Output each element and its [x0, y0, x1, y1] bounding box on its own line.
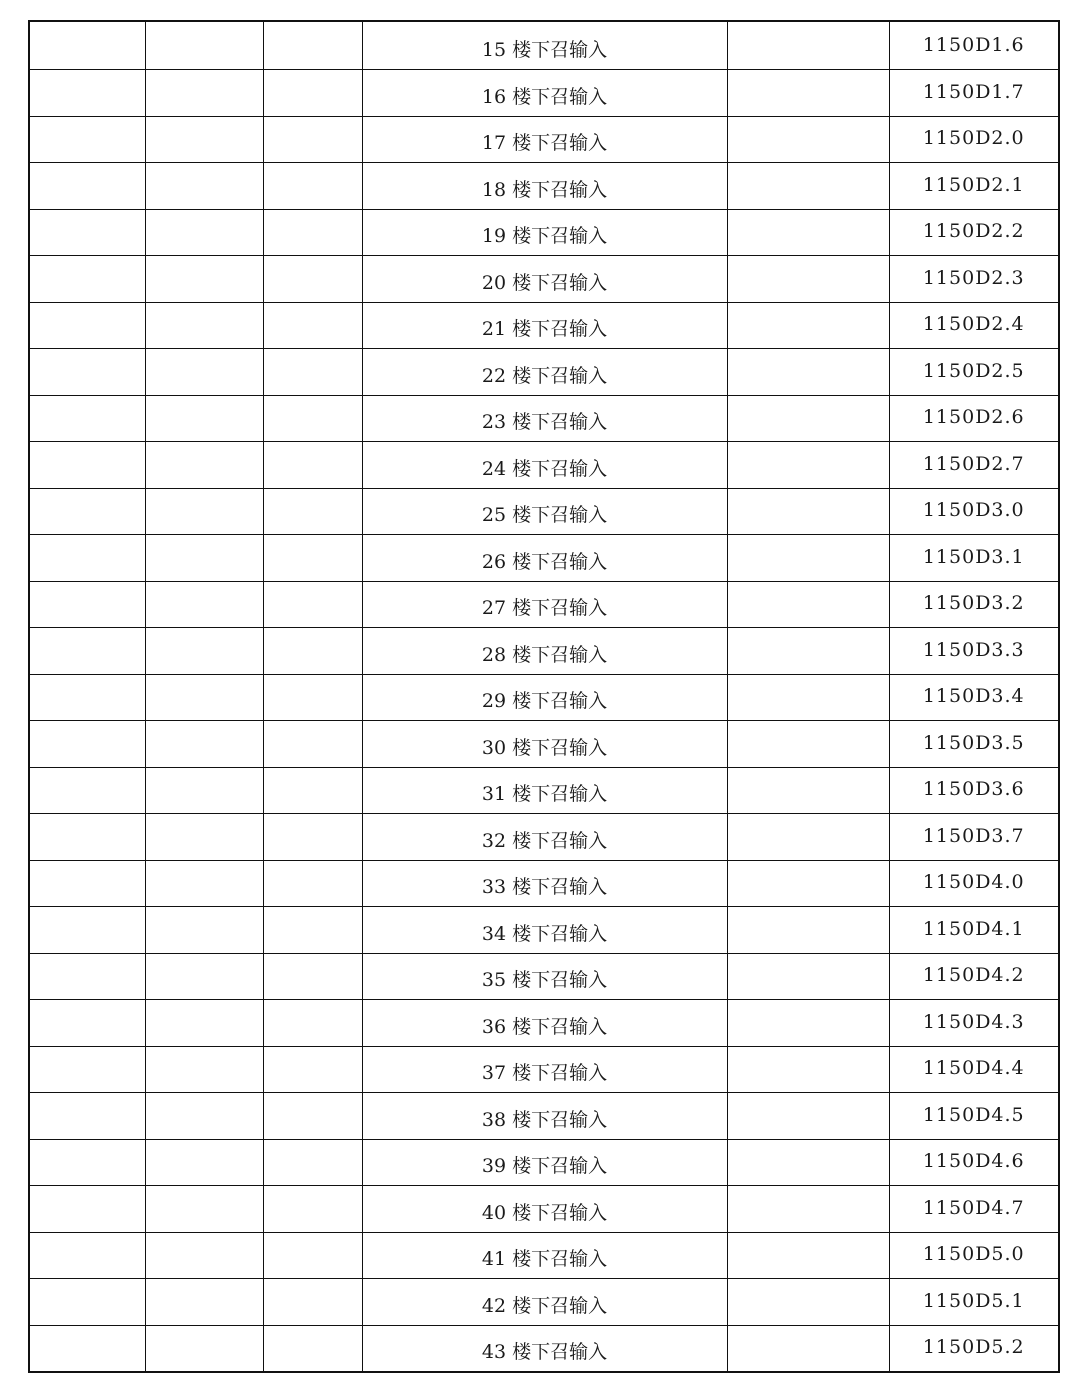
empty-cell — [263, 535, 362, 582]
table-row — [29, 628, 1059, 675]
empty-cell — [145, 721, 263, 768]
empty-cell — [263, 442, 362, 489]
empty-cell — [263, 581, 362, 628]
empty-cell — [727, 953, 889, 1000]
table-row — [29, 395, 1059, 442]
io-address-cell: 1150D2.2 — [889, 209, 1059, 256]
empty-cell — [29, 1046, 145, 1093]
empty-cell — [29, 209, 145, 256]
table-row — [29, 1232, 1059, 1279]
signal-description-cell: 20 楼下召输入 — [362, 256, 727, 303]
io-address-cell: 1150D2.0 — [889, 116, 1059, 163]
empty-cell — [727, 535, 889, 582]
io-address-cell: 1150D3.6 — [889, 767, 1059, 814]
table-row — [29, 1093, 1059, 1140]
io-address-cell: 1150D4.1 — [889, 907, 1059, 954]
io-address-cell: 1150D4.7 — [889, 1186, 1059, 1233]
empty-cell — [145, 907, 263, 954]
empty-cell — [145, 21, 263, 70]
empty-cell — [29, 21, 145, 70]
empty-cell — [29, 628, 145, 675]
empty-cell — [727, 1139, 889, 1186]
table-row — [29, 1279, 1059, 1326]
empty-cell — [263, 21, 362, 70]
empty-cell — [145, 1093, 263, 1140]
empty-cell — [145, 1139, 263, 1186]
empty-cell — [145, 1279, 263, 1326]
signal-description-cell: 37 楼下召输入 — [362, 1046, 727, 1093]
io-address-cell: 1150D3.5 — [889, 721, 1059, 768]
io-address-cell: 1150D5.0 — [889, 1232, 1059, 1279]
io-address-cell: 1150D5.2 — [889, 1325, 1059, 1372]
empty-cell — [727, 256, 889, 303]
empty-cell — [263, 907, 362, 954]
empty-cell — [29, 1000, 145, 1047]
empty-cell — [145, 814, 263, 861]
table-row — [29, 116, 1059, 163]
empty-cell — [29, 116, 145, 163]
empty-cell — [145, 70, 263, 117]
io-address-cell: 1150D4.3 — [889, 1000, 1059, 1047]
table-row — [29, 442, 1059, 489]
empty-cell — [727, 1279, 889, 1326]
empty-cell — [29, 721, 145, 768]
empty-cell — [29, 907, 145, 954]
table-row — [29, 488, 1059, 535]
empty-cell — [263, 70, 362, 117]
io-address-cell: 1150D3.0 — [889, 488, 1059, 535]
table-row — [29, 860, 1059, 907]
signal-description-cell: 40 楼下召输入 — [362, 1186, 727, 1233]
empty-cell — [29, 488, 145, 535]
signal-description-cell: 33 楼下召输入 — [362, 860, 727, 907]
io-address-cell: 1150D2.4 — [889, 302, 1059, 349]
empty-cell — [263, 721, 362, 768]
empty-cell — [145, 1046, 263, 1093]
empty-cell — [263, 256, 362, 303]
empty-cell — [263, 1325, 362, 1372]
signal-description-cell: 23 楼下召输入 — [362, 395, 727, 442]
empty-cell — [727, 116, 889, 163]
io-address-cell: 1150D3.1 — [889, 535, 1059, 582]
empty-cell — [29, 1139, 145, 1186]
table-row — [29, 70, 1059, 117]
empty-cell — [727, 302, 889, 349]
io-address-cell: 1150D3.7 — [889, 814, 1059, 861]
io-address-cell: 1150D2.5 — [889, 349, 1059, 396]
signal-description-cell: 17 楼下召输入 — [362, 116, 727, 163]
empty-cell — [727, 70, 889, 117]
signal-description-cell: 36 楼下召输入 — [362, 1000, 727, 1047]
empty-cell — [29, 442, 145, 489]
table-row — [29, 256, 1059, 303]
signal-description-cell: 29 楼下召输入 — [362, 674, 727, 721]
empty-cell — [29, 814, 145, 861]
empty-cell — [145, 1325, 263, 1372]
empty-cell — [263, 1139, 362, 1186]
signal-description-cell: 41 楼下召输入 — [362, 1232, 727, 1279]
table-row — [29, 163, 1059, 210]
empty-cell — [29, 395, 145, 442]
empty-cell — [145, 535, 263, 582]
empty-cell — [727, 721, 889, 768]
empty-cell — [145, 302, 263, 349]
empty-cell — [145, 1232, 263, 1279]
empty-cell — [145, 395, 263, 442]
empty-cell — [727, 1000, 889, 1047]
empty-cell — [727, 349, 889, 396]
io-address-cell: 1150D2.7 — [889, 442, 1059, 489]
io-address-cell: 1150D4.6 — [889, 1139, 1059, 1186]
signal-description-cell: 24 楼下召输入 — [362, 442, 727, 489]
empty-cell — [263, 302, 362, 349]
empty-cell — [145, 860, 263, 907]
signal-description-cell: 19 楼下召输入 — [362, 209, 727, 256]
empty-cell — [29, 256, 145, 303]
table-row — [29, 907, 1059, 954]
empty-cell — [727, 395, 889, 442]
empty-cell — [263, 1232, 362, 1279]
empty-cell — [29, 767, 145, 814]
empty-cell — [727, 488, 889, 535]
signal-description-cell: 27 楼下召输入 — [362, 581, 727, 628]
empty-cell — [263, 1046, 362, 1093]
io-address-cell: 1150D3.2 — [889, 581, 1059, 628]
table-row — [29, 1139, 1059, 1186]
empty-cell — [263, 116, 362, 163]
empty-cell — [29, 1093, 145, 1140]
empty-cell — [263, 1186, 362, 1233]
empty-cell — [145, 256, 263, 303]
signal-description-cell: 43 楼下召输入 — [362, 1325, 727, 1372]
empty-cell — [29, 1186, 145, 1233]
empty-cell — [29, 70, 145, 117]
empty-cell — [263, 953, 362, 1000]
empty-cell — [727, 1186, 889, 1233]
table-row — [29, 953, 1059, 1000]
empty-cell — [29, 581, 145, 628]
io-address-cell: 1150D4.5 — [889, 1093, 1059, 1140]
table-row — [29, 1000, 1059, 1047]
empty-cell — [29, 349, 145, 396]
empty-cell — [263, 1000, 362, 1047]
signal-description-cell: 26 楼下召输入 — [362, 535, 727, 582]
empty-cell — [263, 395, 362, 442]
empty-cell — [145, 953, 263, 1000]
empty-cell — [145, 488, 263, 535]
empty-cell — [727, 21, 889, 70]
table-row — [29, 21, 1059, 70]
empty-cell — [727, 209, 889, 256]
empty-cell — [29, 302, 145, 349]
empty-cell — [263, 1093, 362, 1140]
empty-cell — [263, 163, 362, 210]
signal-description-cell: 38 楼下召输入 — [362, 1093, 727, 1140]
empty-cell — [263, 1279, 362, 1326]
io-address-cell: 1150D5.1 — [889, 1279, 1059, 1326]
empty-cell — [727, 1325, 889, 1372]
table-row — [29, 767, 1059, 814]
io-address-cell: 1150D2.6 — [889, 395, 1059, 442]
empty-cell — [727, 814, 889, 861]
empty-cell — [727, 163, 889, 210]
empty-cell — [29, 1279, 145, 1326]
io-address-cell: 1150D3.3 — [889, 628, 1059, 675]
empty-cell — [145, 116, 263, 163]
empty-cell — [727, 628, 889, 675]
empty-cell — [727, 1093, 889, 1140]
io-address-cell: 1150D4.0 — [889, 860, 1059, 907]
signal-description-cell: 16 楼下召输入 — [362, 70, 727, 117]
empty-cell — [29, 674, 145, 721]
table-row — [29, 814, 1059, 861]
empty-cell — [145, 209, 263, 256]
table-row — [29, 721, 1059, 768]
empty-cell — [263, 767, 362, 814]
empty-cell — [263, 814, 362, 861]
signal-description-cell: 21 楼下召输入 — [362, 302, 727, 349]
table-body — [29, 21, 1059, 1372]
empty-cell — [29, 953, 145, 1000]
empty-cell — [145, 1186, 263, 1233]
signal-description-cell: 34 楼下召输入 — [362, 907, 727, 954]
table-row — [29, 1186, 1059, 1233]
empty-cell — [727, 907, 889, 954]
table-row — [29, 302, 1059, 349]
empty-cell — [727, 860, 889, 907]
signal-description-cell: 22 楼下召输入 — [362, 349, 727, 396]
empty-cell — [29, 1232, 145, 1279]
empty-cell — [29, 860, 145, 907]
io-address-cell: 1150D4.4 — [889, 1046, 1059, 1093]
empty-cell — [263, 628, 362, 675]
empty-cell — [145, 442, 263, 489]
table-row — [29, 1046, 1059, 1093]
empty-cell — [263, 488, 362, 535]
empty-cell — [263, 674, 362, 721]
table-row — [29, 535, 1059, 582]
signal-description-cell: 32 楼下召输入 — [362, 814, 727, 861]
signal-description-cell: 39 楼下召输入 — [362, 1139, 727, 1186]
io-address-table — [28, 20, 1060, 1373]
table-row — [29, 209, 1059, 256]
empty-cell — [263, 349, 362, 396]
table-row — [29, 674, 1059, 721]
signal-description-cell: 15 楼下召输入 — [362, 21, 727, 70]
empty-cell — [145, 628, 263, 675]
io-address-cell: 1150D3.4 — [889, 674, 1059, 721]
io-address-cell: 1150D4.2 — [889, 953, 1059, 1000]
table-row — [29, 1325, 1059, 1372]
empty-cell — [145, 581, 263, 628]
signal-description-cell: 18 楼下召输入 — [362, 163, 727, 210]
signal-description-cell: 35 楼下召输入 — [362, 953, 727, 1000]
io-address-cell: 1150D2.1 — [889, 163, 1059, 210]
empty-cell — [29, 1325, 145, 1372]
empty-cell — [145, 349, 263, 396]
signal-description-cell: 31 楼下召输入 — [362, 767, 727, 814]
signal-description-cell: 30 楼下召输入 — [362, 721, 727, 768]
signal-description-cell: 42 楼下召输入 — [362, 1279, 727, 1326]
empty-cell — [29, 535, 145, 582]
empty-cell — [727, 1232, 889, 1279]
empty-cell — [145, 767, 263, 814]
empty-cell — [727, 767, 889, 814]
io-address-cell: 1150D1.7 — [889, 70, 1059, 117]
io-address-cell: 1150D1.6 — [889, 21, 1059, 70]
empty-cell — [727, 581, 889, 628]
empty-cell — [145, 1000, 263, 1047]
empty-cell — [263, 209, 362, 256]
table-row — [29, 581, 1059, 628]
empty-cell — [727, 1046, 889, 1093]
empty-cell — [29, 163, 145, 210]
empty-cell — [727, 442, 889, 489]
empty-cell — [727, 674, 889, 721]
signal-description-cell: 25 楼下召输入 — [362, 488, 727, 535]
empty-cell — [145, 674, 263, 721]
io-address-cell: 1150D2.3 — [889, 256, 1059, 303]
signal-description-cell: 28 楼下召输入 — [362, 628, 727, 675]
table-row — [29, 349, 1059, 396]
empty-cell — [145, 163, 263, 210]
empty-cell — [263, 860, 362, 907]
